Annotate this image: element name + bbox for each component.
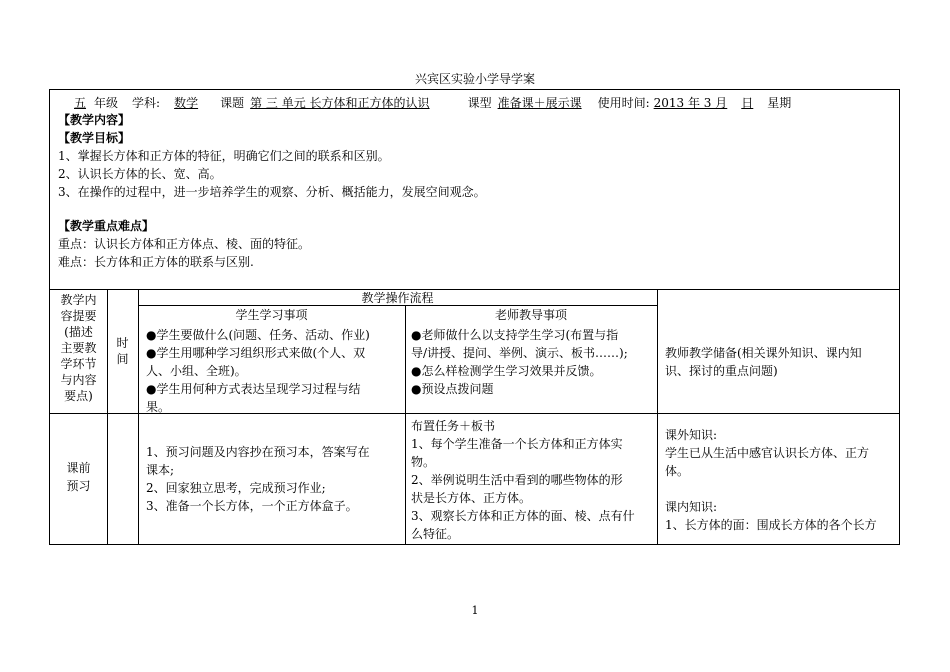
weekday-blank [791,96,819,110]
goal-item: 1、掌握长方体和正方体的特征，明确它们之间的联系和区别。 [58,149,390,163]
date-value: 2013 年 3 月 [653,96,728,110]
header-text: 学环节 [60,357,97,371]
grade-field [58,96,94,110]
preview-teacher-tasks [411,417,655,543]
header-text: (描述 [64,325,93,339]
date-field [650,96,754,110]
header-line [58,95,819,111]
topic-label: 课题 [220,96,245,110]
reserve-line: 1、长方体的面：围成长方体的各个长方 [665,518,877,532]
teacher-item: ●老师做什么以支持学生学习(布置与指 [411,328,619,342]
topic-value: 第 三 单元 长方体和正方体的认识 [250,96,430,110]
subject-field [168,96,206,110]
task-line: 1、每个学生准备一个长方体和正方体实 [411,437,623,451]
grade-value: 五 [74,96,87,110]
grid-line [138,289,139,545]
student-item: ●学生要做什么(问题、任务、活动、作业) [146,328,370,342]
grade-label: 年级 [94,96,119,110]
section-heading-content: 【教学内容】 [58,113,131,127]
row-label-preview [50,459,107,495]
teacher-item: ●怎么样检测学生学习效果并反馈。 [411,364,602,378]
row-label-text: 课前 [66,461,91,475]
teacher-item: ●预设点拨问题 [411,382,494,396]
date-label: 使用时间: [597,96,650,110]
row-label-text: 预习 [66,479,91,493]
reserve-line: 学生已从生活中感官认识长方体、正方 [665,446,870,460]
reserve-line: 课外知识: [665,428,718,442]
header-text: 要点) [64,389,93,403]
key-point: 重点：认识长方体和正方体点、棱、面的特征。 [58,237,311,251]
student-item: ●学生用何种方式表达呈现学习过程与结 [146,382,361,396]
header-text: 间 [116,352,129,366]
teacher-item: 导/讲授、提问、举例、演示、板书……); [411,346,628,360]
teacher-items [411,326,655,398]
page-number: 1 [471,604,479,617]
weekday-label: 星期 [767,96,792,110]
type-field [492,96,586,110]
lesson-plan-table [49,89,900,545]
task-line: 么特征。 [411,527,460,541]
reserve-line: 体。 [665,464,690,478]
task-line: 1、预习问题及内容抄在预习本，答案写在 [146,445,370,459]
student-items [146,326,402,416]
header-text: 时 [116,336,129,350]
header-text: 主要教 [60,341,97,355]
type-value: 准备课＋展示课 [497,96,582,110]
subject-label: 学科: [132,96,161,110]
flow-header: 教学操作流程 [361,291,434,305]
task-line: 布置任务＋板书 [411,419,496,433]
reserve-line: 课内知识: [665,500,718,514]
difficult-point: 难点：长方体和正方体的联系与区别. [58,255,254,269]
task-line: 2、举例说明生活中看到的哪些物体的形 [411,473,623,487]
student-item: 果。 [146,400,171,414]
goal-item: 2、认识长方体的长、宽、高。 [58,167,222,181]
header-text: 识、探讨的重点问题) [665,364,778,378]
lesson-info-section [50,90,899,290]
grid-line [405,305,406,545]
task-line: 物。 [411,455,436,469]
header-text: 教师教学储备(相关课外知识、课内知 [665,346,862,360]
reserve-line [665,480,897,498]
day-label: 日 [741,96,754,110]
grid-line [657,289,658,545]
preview-student-tasks [146,443,402,515]
teacher-header: 老师教导事项 [494,308,567,322]
task-line: 3、准备一个长方体，一个正方体盒子。 [146,499,358,513]
topic-field [244,96,447,110]
student-item: ●学生用哪种学习组织形式来做(个人、双 [146,346,366,360]
content-summary-header [50,292,107,404]
student-header: 学生学习事项 [235,308,308,322]
preview-reserve [665,426,897,534]
header-text: 容提要 [60,309,97,323]
grid-line [107,289,108,545]
task-line: 状是长方体、正方体。 [411,491,532,505]
goal-item: 3、在操作的过程中，进一步培养学生的观察、分析、概括能力，发展空间观念。 [58,185,486,199]
header-text: 与内容 [60,373,97,387]
header-text: 教学内 [60,293,97,307]
document-title: 兴宾区实验小学导学案 [414,72,535,86]
task-line: 2、回家独立思考，完成预习作业; [146,481,326,495]
student-item: 人、小组、全班)。 [146,364,247,378]
reserve-header [665,344,897,380]
task-line: 课本; [146,463,175,477]
section-heading-goals: 【教学目标】 [58,131,131,145]
type-label: 课型 [467,96,492,110]
section-heading-key-points: 【教学重点难点】 [58,219,155,233]
task-line: 3、观察长方体和正方体的面、棱、点有什 [411,509,635,523]
time-header [107,335,138,367]
subject-value: 数学 [174,96,199,110]
